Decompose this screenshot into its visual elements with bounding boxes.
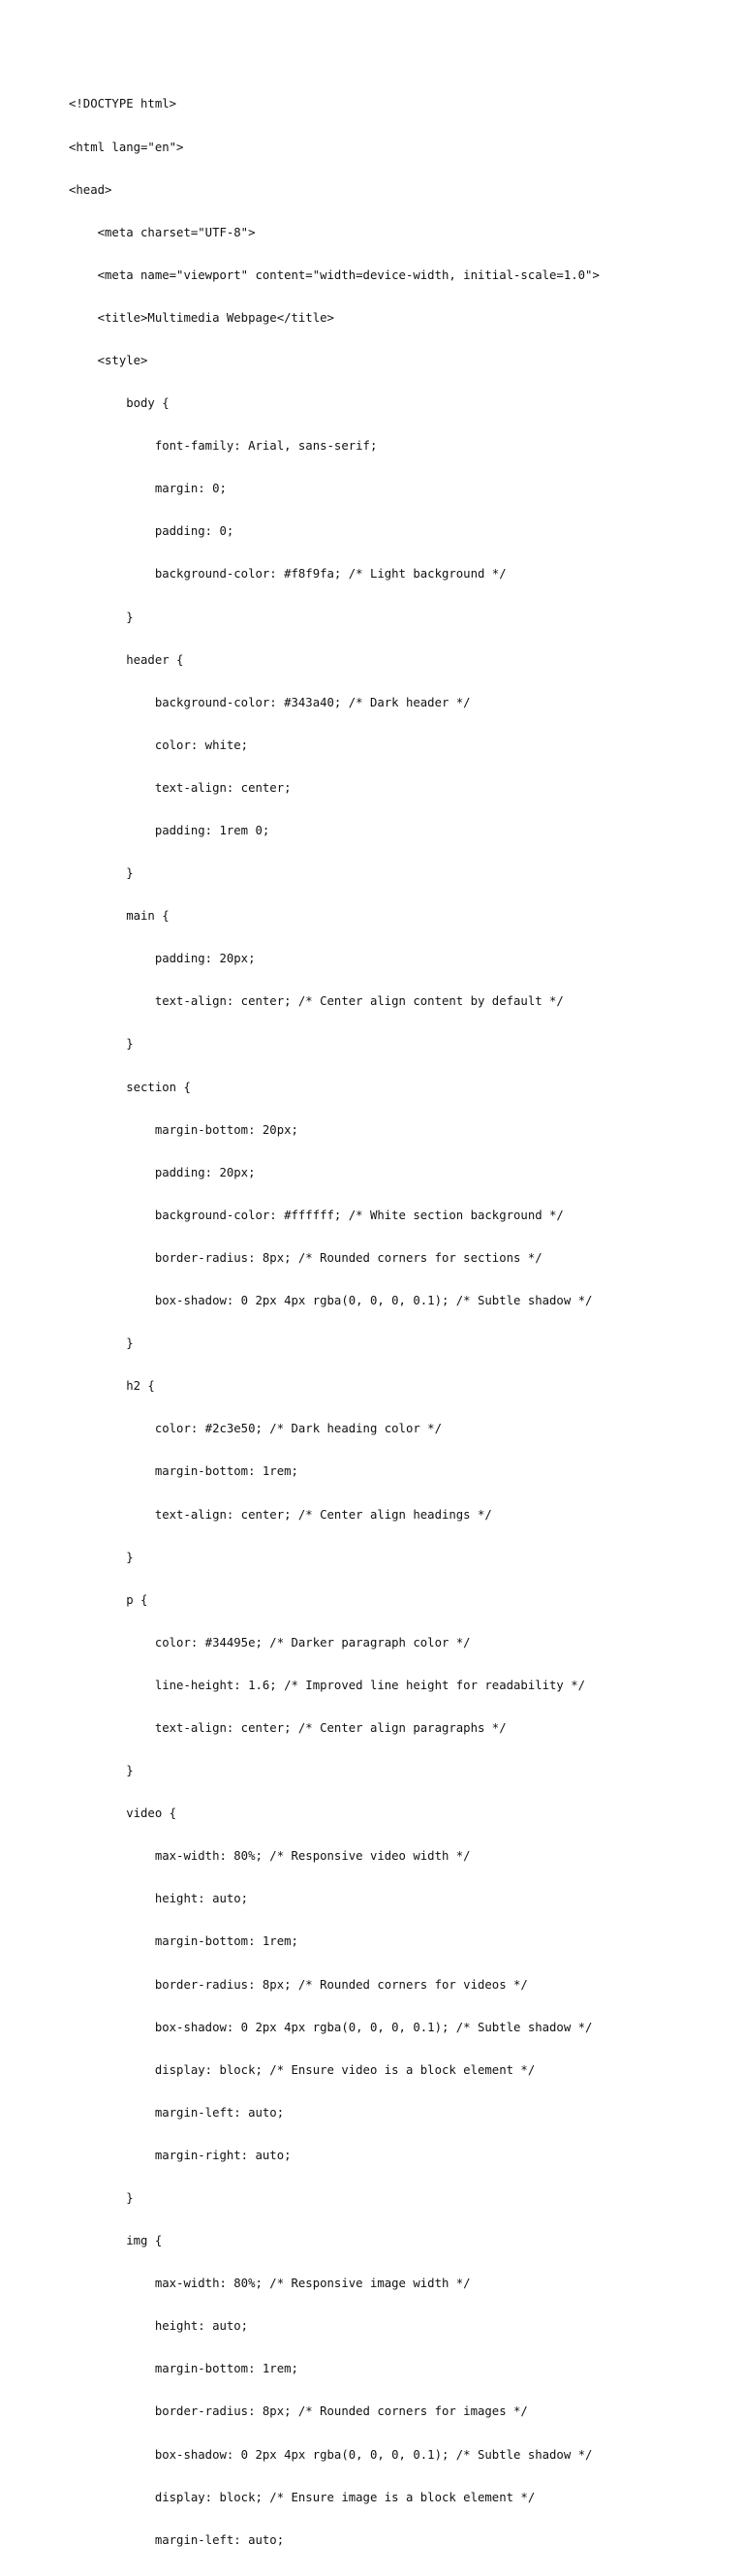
code-line: margin-bottom: 1rem; (69, 1934, 298, 1949)
code-line: margin-left: auto; (69, 2105, 285, 2120)
code-line: } (69, 1037, 134, 1052)
code-line: display: block; /* Ensure image is a block element */ (69, 2490, 536, 2504)
code-line: max-width: 80%; /* Responsive video width */ (69, 1849, 471, 1864)
code-line: color: white; (69, 738, 249, 752)
code-listing (69, 69, 600, 2576)
code-line: margin: 0; (69, 482, 227, 496)
code-line: <html lang="en"> (69, 140, 184, 154)
code-line: max-width: 80%; /* Responsive image width */ (69, 2277, 471, 2291)
code-line: <!DOCTYPE html> (69, 97, 177, 111)
code-line: margin-bottom: 1rem; (69, 1464, 298, 1479)
code-line: padding: 1rem 0; (69, 824, 270, 837)
code-line: <meta charset="UTF-8"> (69, 225, 256, 239)
code-line: color: #34495e; /* Darker paragraph color */ (69, 1635, 471, 1649)
code-line: border-radius: 8px; /* Rounded corners for images */ (69, 2404, 528, 2419)
code-line: <head> (69, 182, 112, 197)
code-line: padding: 20px; (69, 952, 256, 966)
code-line: box-shadow: 0 2px 4px rgba(0, 0, 0, 0.1); /* Subtle shadow */ (69, 2020, 593, 2034)
code-line: margin-bottom: 20px; (69, 1122, 298, 1137)
code-line: height: auto; (69, 2319, 249, 2334)
code-line: p { (69, 1592, 148, 1607)
code-line: <title>Multimedia Webpage</title> (69, 310, 334, 325)
code-line: font-family: Arial, sans-serif; (69, 439, 378, 454)
code-line: body { (69, 396, 170, 411)
code-line: display: block; /* Ensure video is a block element */ (69, 2062, 536, 2077)
code-line: h2 { (69, 1379, 155, 1394)
code-line: } (69, 1336, 134, 1351)
code-line: color: #2c3e50; /* Dark heading color */ (69, 1422, 442, 1436)
code-line: text-align: center; /* Center align content by default */ (69, 994, 564, 1009)
code-line: } (69, 2191, 134, 2205)
code-line: header { (69, 652, 184, 667)
code-line: <style> (69, 353, 148, 367)
code-line: background-color: #343a40; /* Dark header */ (69, 695, 471, 709)
code-line: main { (69, 909, 170, 924)
code-line: padding: 20px; (69, 1165, 256, 1179)
code-line: } (69, 610, 134, 624)
code-line: box-shadow: 0 2px 4px rgba(0, 0, 0, 0.1); /* Subtle shadow */ (69, 2447, 593, 2462)
code-line: margin-bottom: 1rem; (69, 2362, 298, 2376)
code-line: } (69, 1764, 134, 1778)
code-line: background-color: #ffffff; /* White section background */ (69, 1208, 564, 1222)
code-line: padding: 0; (69, 524, 234, 539)
code-line: height: auto; (69, 1892, 249, 1906)
code-line: text-align: center; /* Center align headings */ (69, 1507, 492, 1522)
code-line: background-color: #f8f9fa; /* Light background */ (69, 567, 507, 581)
code-line: text-align: center; /* Center align paragraphs */ (69, 1720, 507, 1735)
code-line: } (69, 866, 134, 881)
code-line: video { (69, 1806, 177, 1821)
code-line: img { (69, 2234, 163, 2248)
code-line: text-align: center; (69, 780, 292, 795)
code-line: margin-right: auto; (69, 2148, 292, 2162)
code-line: margin-left: auto; (69, 2532, 285, 2547)
code-line: section { (69, 1080, 191, 1094)
code-line: border-radius: 8px; /* Rounded corners for videos */ (69, 1977, 528, 1992)
code-line: } (69, 1550, 134, 1564)
code-line: border-radius: 8px; /* Rounded corners for sections */ (69, 1250, 542, 1265)
code-line: <meta name="viewport" content="width=device-width, initial-scale=1.0"> (69, 267, 600, 282)
code-line: line-height: 1.6; /* Improved line height for readability */ (69, 1678, 586, 1692)
code-line: box-shadow: 0 2px 4px rgba(0, 0, 0, 0.1); /* Subtle shadow */ (69, 1294, 593, 1308)
